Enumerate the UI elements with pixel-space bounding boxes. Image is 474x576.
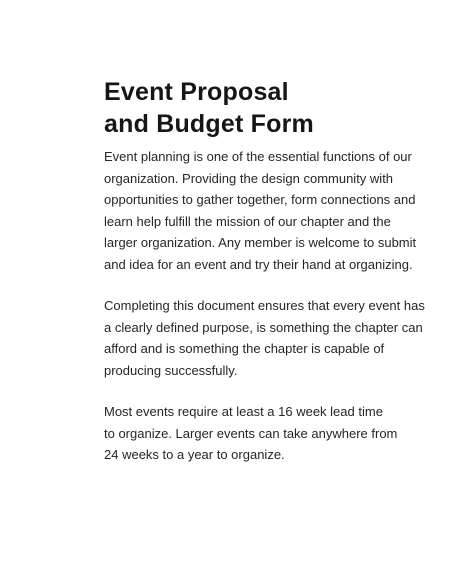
paragraph-lead-time <box>104 401 434 466</box>
text-line: afford and is something the chapter is capable of <box>104 341 385 356</box>
text-line: producing successfully. <box>104 362 238 378</box>
document-body <box>104 146 434 486</box>
text-line: Completing this document ensures that every event has <box>104 298 425 313</box>
text-line: organization. Providing the design community with <box>104 170 394 186</box>
text-line: learn help fulfill the mission of our chapter and the <box>104 213 391 229</box>
text-line: a clearly defined purpose, is something the chapter can <box>104 319 423 335</box>
text-line: to organize. Larger events can take anywhere from <box>104 425 398 441</box>
title-line: and Budget Form <box>104 110 314 138</box>
paragraph-purpose <box>104 295 434 381</box>
text-line: Most events require at least a 16 week lead time <box>104 404 383 419</box>
text-line: 24 weeks to a year to organize. <box>104 447 285 462</box>
document-title <box>104 76 314 140</box>
text-line: Event planning is one of the essential functions of our <box>104 149 412 164</box>
text-line: larger organization. Any member is welcome to submit <box>104 235 417 250</box>
text-line: and idea for an event and try their hand at organizing. <box>104 256 413 272</box>
paragraph-intro <box>104 146 434 275</box>
title-line: Event Proposal <box>104 78 289 106</box>
text-line: opportunities to gather together, form connections and <box>104 192 416 207</box>
